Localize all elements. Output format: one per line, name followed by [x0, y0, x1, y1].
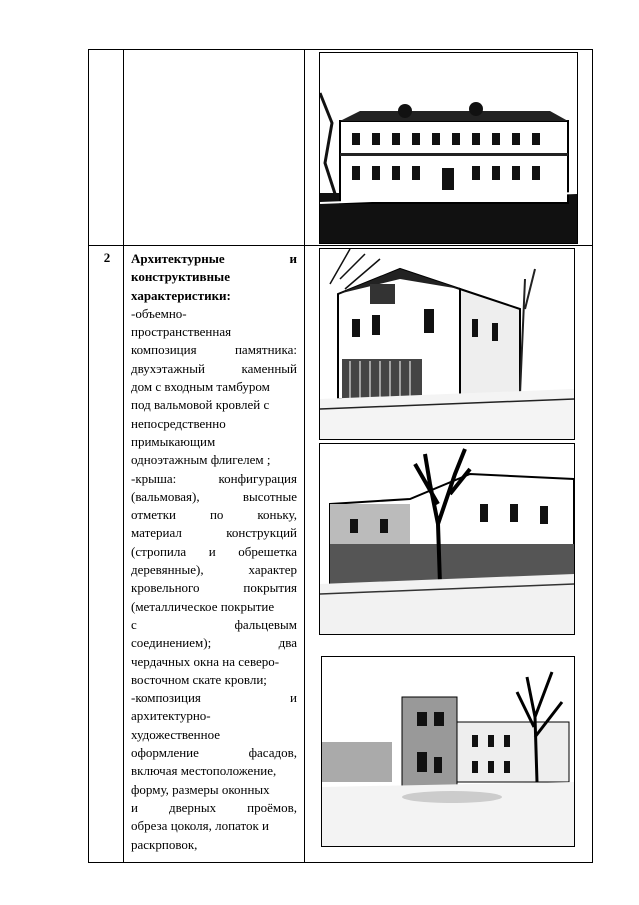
- description-word: материал: [131, 525, 182, 541]
- description-line: [131, 543, 297, 561]
- description-word: каменный: [241, 360, 297, 376]
- description-line: конструктивные: [131, 269, 230, 285]
- description-line: [131, 488, 297, 506]
- description-line: одноэтажным флигелем ;: [131, 452, 271, 468]
- row-number: 2: [103, 250, 111, 265]
- description-line: [131, 616, 297, 634]
- description-word: Архитектурные: [131, 251, 225, 266]
- description-word: высотные: [242, 488, 297, 504]
- row-divider: [88, 245, 593, 246]
- description-line: [131, 360, 297, 378]
- description-word: проёмов,: [247, 799, 297, 815]
- description-line: [131, 579, 297, 597]
- photo-building-corner: [319, 248, 575, 440]
- description-line: примыкающим: [131, 433, 216, 449]
- description-line: характеристики:: [131, 287, 231, 303]
- description-word: коньку,: [257, 507, 297, 523]
- description-line: [131, 524, 297, 542]
- description-word: памятника:: [234, 342, 297, 358]
- description-word: два: [278, 635, 297, 651]
- description-word: кровельного: [131, 580, 200, 596]
- description-word: и: [289, 251, 297, 266]
- description-line: форму, размеры оконных: [131, 781, 270, 797]
- description-word: (стропила: [131, 543, 187, 559]
- description-line: [131, 506, 297, 524]
- description-word: отметки: [131, 507, 176, 523]
- description-line: включая местоположение,: [131, 763, 277, 779]
- description-word: и: [208, 543, 216, 559]
- description-word: покрытия: [243, 580, 297, 596]
- description-line: пространственная: [131, 324, 232, 340]
- description-word: характер: [248, 562, 297, 578]
- description-word: дверных: [168, 799, 217, 815]
- photo-facade-front-image: [320, 53, 577, 243]
- description-word: соединением);: [131, 635, 212, 651]
- table-right-border: [592, 49, 593, 863]
- description-word: фальцевым: [234, 616, 297, 632]
- description-word: обрешетка: [238, 543, 297, 559]
- description-line: художественное: [131, 726, 221, 742]
- description-line: дом с входным тамбуром: [131, 379, 270, 395]
- description-word: -крыша:: [131, 470, 177, 486]
- description-line: обреза цоколя, лопаток и: [131, 818, 270, 834]
- photo-building-corner-image: [320, 249, 574, 439]
- table-bottom-border: [88, 862, 593, 863]
- description-line: [131, 341, 297, 359]
- description-line: -объемно-: [131, 305, 187, 321]
- description-word: с: [131, 616, 137, 632]
- description-cell: [131, 250, 297, 854]
- description-word: конструкций: [226, 525, 297, 541]
- table-left-border: [88, 49, 89, 863]
- table-top-border: [88, 49, 593, 50]
- description-line: раскрповок,: [131, 836, 198, 852]
- description-line: [131, 744, 297, 762]
- description-line: [131, 634, 297, 652]
- description-word: и: [131, 799, 138, 815]
- photo-building-tree: [319, 443, 575, 635]
- description-line: под вальмовой кровлей с: [131, 397, 270, 413]
- photo-courtyard: [321, 656, 575, 847]
- description-line: чердачных окна на северо-: [131, 653, 280, 669]
- description-word: композиция: [131, 342, 197, 358]
- description-line: непосредственно: [131, 415, 226, 431]
- description-line: (металлическое покрытие: [131, 598, 275, 614]
- description-line: [131, 799, 297, 817]
- description-line: [131, 250, 297, 268]
- description-line: [131, 470, 297, 488]
- description-word: деревянные),: [131, 562, 204, 578]
- photo-facade-front: [319, 52, 578, 244]
- description-word: конфигурация: [218, 470, 297, 486]
- description-line: восточном скате кровли;: [131, 671, 267, 687]
- description-word: (вальмовая),: [131, 488, 200, 504]
- description-word: фасадов,: [248, 745, 297, 761]
- description-word: двухэтажный: [131, 360, 205, 376]
- column-divider-1: [123, 49, 124, 863]
- description-line: [131, 561, 297, 579]
- description-word: и: [290, 690, 297, 706]
- description-word: оформление: [131, 745, 199, 761]
- photo-courtyard-image: [322, 657, 574, 846]
- description-line: [131, 689, 297, 707]
- column-divider-2: [304, 49, 305, 863]
- description-word: по: [209, 507, 224, 523]
- photo-building-tree-image: [320, 444, 574, 634]
- description-word: -композиция: [131, 690, 201, 706]
- description-line: архитектурно-: [131, 708, 211, 724]
